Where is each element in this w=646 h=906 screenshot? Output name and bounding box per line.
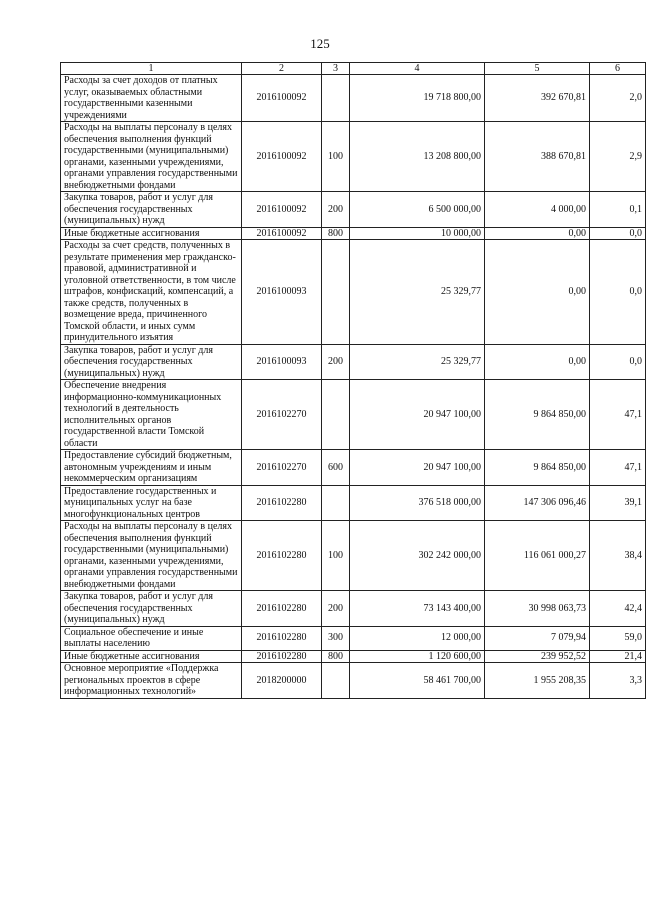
row-code: 2016102280: [242, 485, 322, 521]
row-name: Предоставление субсидий бюджетным, автономным учреждениям и иным некоммерческим организациям: [61, 450, 242, 486]
row-code: 2016102280: [242, 650, 322, 663]
column-header: 3: [322, 63, 350, 75]
row-name: Расходы на выплаты персоналу в целях обеспечения выполнения функций государственными (муниципальными) органами, казенными учреждениями, органами управления государственными внебюджетными фондами: [61, 122, 242, 192]
row-name: Обеспечение внедрения информационно-коммуникационных технологий в деятельность исполнительных органов государственной власти Томской области: [61, 380, 242, 450]
row-fact: 7 079,94: [485, 626, 590, 650]
row-plan: 302 242 000,00: [350, 521, 485, 591]
table-row: [61, 75, 646, 122]
row-type: [322, 240, 350, 345]
row-type: 200: [322, 192, 350, 228]
row-name: Расходы за счет доходов от платных услуг, оказываемых областными государственными казенными учреждениями: [61, 75, 242, 122]
row-fact: 0,00: [485, 227, 590, 240]
row-type: 800: [322, 650, 350, 663]
row-code: 2016102270: [242, 380, 322, 450]
row-name: Закупка товаров, работ и услуг для обеспечения государственных (муниципальных) нужд: [61, 192, 242, 228]
column-header: 2: [242, 63, 322, 75]
row-percent: 0,0: [590, 240, 646, 345]
row-plan: 10 000,00: [350, 227, 485, 240]
row-type: 200: [322, 344, 350, 380]
row-plan: 19 718 800,00: [350, 75, 485, 122]
row-percent: 2,9: [590, 122, 646, 192]
table-row: [61, 192, 646, 228]
table-row: [61, 663, 646, 699]
row-code: 2018200000: [242, 663, 322, 699]
row-percent: 42,4: [590, 591, 646, 627]
row-name: Основное мероприятие «Поддержка региональных проектов в сфере информационных технологий»: [61, 663, 242, 699]
table-row: [61, 122, 646, 192]
row-percent: 47,1: [590, 450, 646, 486]
row-plan: 25 329,77: [350, 344, 485, 380]
row-fact: 147 306 096,46: [485, 485, 590, 521]
row-name: Иные бюджетные ассигнования: [61, 650, 242, 663]
page-number: 125: [310, 36, 330, 51]
row-type: 100: [322, 122, 350, 192]
row-type: [322, 485, 350, 521]
row-plan: 13 208 800,00: [350, 122, 485, 192]
row-code: 2016100092: [242, 227, 322, 240]
row-percent: 2,0: [590, 75, 646, 122]
row-fact: 239 952,52: [485, 650, 590, 663]
row-code: 2016100092: [242, 75, 322, 122]
row-percent: 0,1: [590, 192, 646, 228]
row-fact: 0,00: [485, 344, 590, 380]
row-fact: 392 670,81: [485, 75, 590, 122]
row-plan: 25 329,77: [350, 240, 485, 345]
table-row: [61, 626, 646, 650]
row-code: 2016100093: [242, 240, 322, 345]
row-type: [322, 663, 350, 699]
row-plan: 20 947 100,00: [350, 380, 485, 450]
row-name: Закупка товаров, работ и услуг для обеспечения государственных (муниципальных) нужд: [61, 344, 242, 380]
column-header: 4: [350, 63, 485, 75]
row-plan: 58 461 700,00: [350, 663, 485, 699]
row-code: 2016100092: [242, 122, 322, 192]
table-row: [61, 450, 646, 486]
row-code: 2016102280: [242, 626, 322, 650]
row-fact: 30 998 063,73: [485, 591, 590, 627]
column-header: 1: [61, 63, 242, 75]
row-type: 600: [322, 450, 350, 486]
table-row: [61, 344, 646, 380]
row-type: 200: [322, 591, 350, 627]
row-percent: 38,4: [590, 521, 646, 591]
table-row: [61, 650, 646, 663]
row-fact: 116 061 000,27: [485, 521, 590, 591]
row-plan: 12 000,00: [350, 626, 485, 650]
table-row: [61, 485, 646, 521]
row-fact: 1 955 208,35: [485, 663, 590, 699]
row-name: Закупка товаров, работ и услуг для обеспечения государственных (муниципальных) нужд: [61, 591, 242, 627]
row-percent: 0,0: [590, 227, 646, 240]
row-fact: 4 000,00: [485, 192, 590, 228]
row-plan: 73 143 400,00: [350, 591, 485, 627]
row-type: [322, 380, 350, 450]
row-type: 800: [322, 227, 350, 240]
budget-table: [60, 62, 646, 699]
row-percent: 21,4: [590, 650, 646, 663]
row-percent: 59,0: [590, 626, 646, 650]
row-fact: 0,00: [485, 240, 590, 345]
row-type: 100: [322, 521, 350, 591]
table-row: [61, 591, 646, 627]
row-plan: 1 120 600,00: [350, 650, 485, 663]
row-fact: 9 864 850,00: [485, 450, 590, 486]
row-name: Предоставление государственных и муниципальных услуг на базе многофункциональных центров: [61, 485, 242, 521]
row-percent: 0,0: [590, 344, 646, 380]
row-code: 2016102280: [242, 521, 322, 591]
row-fact: 9 864 850,00: [485, 380, 590, 450]
row-code: 2016102270: [242, 450, 322, 486]
row-name: Расходы на выплаты персоналу в целях обеспечения выполнения функций государственными (муниципальными) органами, казенными учреждениями, органами управления государственными внебюджетными фондами: [61, 521, 242, 591]
row-plan: 20 947 100,00: [350, 450, 485, 486]
table-row: [61, 521, 646, 591]
table-header-row: [61, 63, 646, 75]
table-row: [61, 227, 646, 240]
row-name: Расходы за счет средств, полученных в результате применения мер гражданско-правовой, административной и уголовной ответственности, в том числе штрафов, конфискаций, компенсаций, а также средств, полученных в возмещение вреда, причиненного Томской области, и иных сумм принудительного изъятия: [61, 240, 242, 345]
column-header: 5: [485, 63, 590, 75]
row-plan: 376 518 000,00: [350, 485, 485, 521]
table-row: [61, 380, 646, 450]
row-code: 2016102280: [242, 591, 322, 627]
row-type: [322, 75, 350, 122]
row-name: Социальное обеспечение и иные выплаты населению: [61, 626, 242, 650]
row-percent: 39,1: [590, 485, 646, 521]
row-type: 300: [322, 626, 350, 650]
row-name: Иные бюджетные ассигнования: [61, 227, 242, 240]
column-header: 6: [590, 63, 646, 75]
row-code: 2016100092: [242, 192, 322, 228]
row-code: 2016100093: [242, 344, 322, 380]
row-plan: 6 500 000,00: [350, 192, 485, 228]
row-percent: 47,1: [590, 380, 646, 450]
row-fact: 388 670,81: [485, 122, 590, 192]
table-row: [61, 240, 646, 345]
row-percent: 3,3: [590, 663, 646, 699]
